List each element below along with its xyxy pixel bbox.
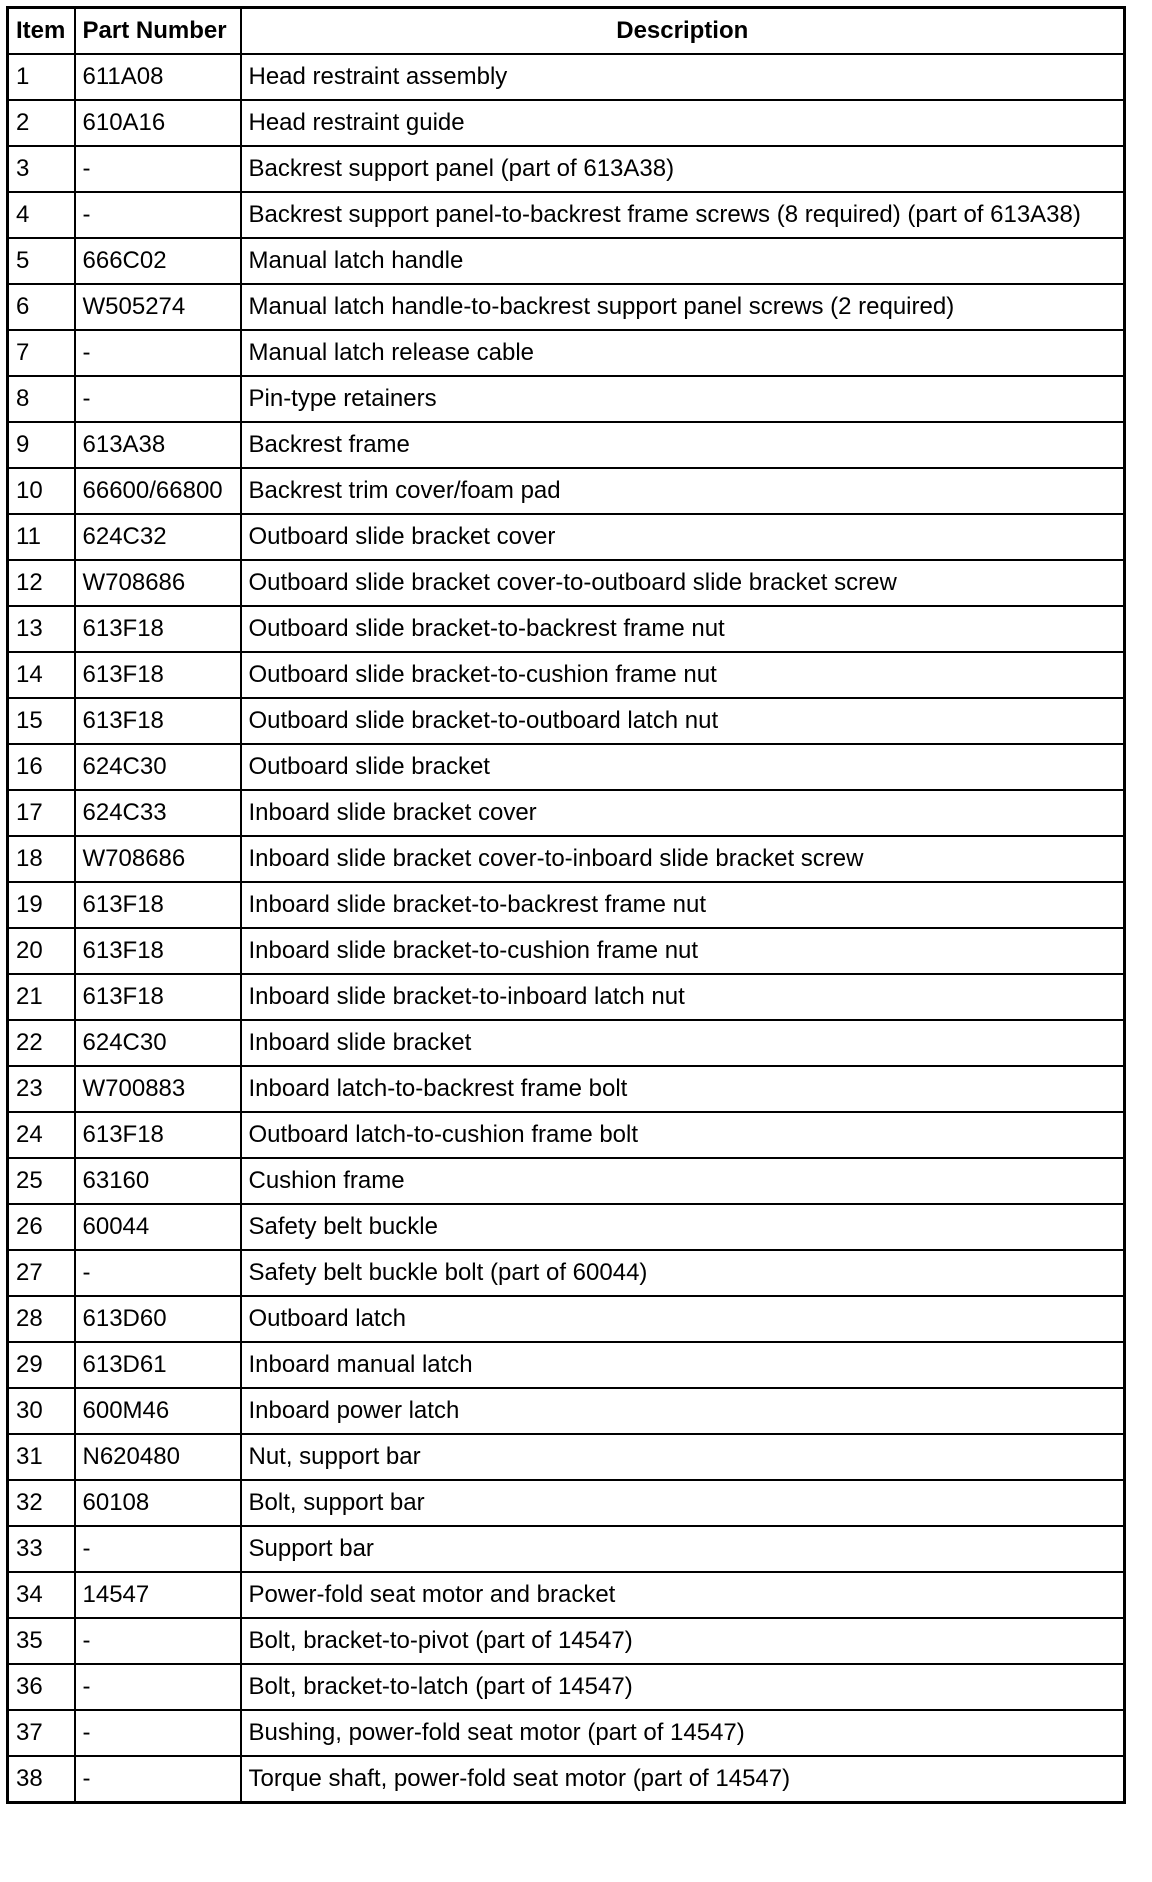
cell-part-number: 613D61 [75,1342,241,1388]
cell-description: Manual latch handle-to-backrest support panel screws (2 required) [241,284,1125,330]
table-row [8,1066,1125,1112]
cell-description: Bolt, bracket-to-pivot (part of 14547) [241,1618,1125,1664]
header-row [8,8,1125,55]
cell-item: 4 [8,192,75,238]
cell-item: 29 [8,1342,75,1388]
cell-description: Outboard slide bracket-to-cushion frame nut [241,652,1125,698]
cell-item: 30 [8,1388,75,1434]
cell-item: 20 [8,928,75,974]
cell-item: 2 [8,100,75,146]
cell-part-number: - [75,1664,241,1710]
cell-description: Inboard slide bracket [241,1020,1125,1066]
cell-part-number: 613F18 [75,698,241,744]
cell-description: Safety belt buckle [241,1204,1125,1250]
cell-description: Outboard slide bracket cover-to-outboard slide bracket screw [241,560,1125,606]
table-row [8,422,1125,468]
header-part-number: Part Number [75,8,241,55]
cell-description: Outboard slide bracket-to-backrest frame nut [241,606,1125,652]
table-row [8,1480,1125,1526]
cell-part-number: 613F18 [75,606,241,652]
cell-item: 11 [8,514,75,560]
cell-description: Outboard slide bracket [241,744,1125,790]
cell-description: Inboard latch-to-backrest frame bolt [241,1066,1125,1112]
cell-part-number: 613D60 [75,1296,241,1342]
cell-description: Support bar [241,1526,1125,1572]
cell-part-number: 613F18 [75,882,241,928]
cell-description: Power-fold seat motor and bracket [241,1572,1125,1618]
table-row [8,1434,1125,1480]
table-row [8,192,1125,238]
cell-item: 26 [8,1204,75,1250]
table-row [8,560,1125,606]
cell-part-number: W505274 [75,284,241,330]
cell-part-number: - [75,146,241,192]
cell-description: Inboard manual latch [241,1342,1125,1388]
cell-description: Inboard slide bracket cover-to-inboard slide bracket screw [241,836,1125,882]
cell-item: 9 [8,422,75,468]
cell-description: Inboard slide bracket-to-inboard latch nut [241,974,1125,1020]
header-description: Description [241,8,1125,55]
cell-part-number: 14547 [75,1572,241,1618]
table-row [8,146,1125,192]
cell-description: Inboard slide bracket-to-cushion frame nut [241,928,1125,974]
cell-part-number: 613F18 [75,652,241,698]
table-row [8,882,1125,928]
cell-description: Outboard slide bracket cover [241,514,1125,560]
cell-description: Pin-type retainers [241,376,1125,422]
cell-description: Cushion frame [241,1158,1125,1204]
cell-part-number: 613A38 [75,422,241,468]
cell-description: Inboard slide bracket cover [241,790,1125,836]
table-row [8,1572,1125,1618]
cell-part-number: W708686 [75,560,241,606]
cell-item: 3 [8,146,75,192]
header-item: Item [8,8,75,55]
cell-description: Bolt, support bar [241,1480,1125,1526]
cell-part-number: 613F18 [75,1112,241,1158]
table-row [8,1020,1125,1066]
table-row [8,974,1125,1020]
cell-part-number: 611A08 [75,54,241,100]
table-row [8,1618,1125,1664]
cell-item: 15 [8,698,75,744]
cell-description: Safety belt buckle bolt (part of 60044) [241,1250,1125,1296]
table-row [8,376,1125,422]
cell-part-number: 60044 [75,1204,241,1250]
cell-item: 10 [8,468,75,514]
cell-part-number: - [75,1756,241,1803]
cell-description: Backrest trim cover/foam pad [241,468,1125,514]
cell-description: Nut, support bar [241,1434,1125,1480]
cell-item: 19 [8,882,75,928]
cell-part-number: N620480 [75,1434,241,1480]
cell-description: Backrest support panel-to-backrest frame screws (8 required) (part of 613A38) [241,192,1125,238]
cell-part-number: 624C32 [75,514,241,560]
cell-part-number: W708686 [75,836,241,882]
cell-part-number: - [75,330,241,376]
cell-item: 24 [8,1112,75,1158]
table-row [8,284,1125,330]
parts-table [6,6,1126,1804]
cell-item: 21 [8,974,75,1020]
table-row [8,238,1125,284]
cell-item: 34 [8,1572,75,1618]
table-row [8,100,1125,146]
table-row [8,836,1125,882]
cell-item: 16 [8,744,75,790]
table-row [8,1296,1125,1342]
table-row [8,652,1125,698]
table-row [8,790,1125,836]
cell-description: Inboard power latch [241,1388,1125,1434]
table-row [8,1342,1125,1388]
table-row [8,1388,1125,1434]
cell-description: Head restraint assembly [241,54,1125,100]
cell-description: Manual latch handle [241,238,1125,284]
cell-part-number: 624C33 [75,790,241,836]
cell-item: 13 [8,606,75,652]
cell-part-number: - [75,192,241,238]
cell-description: Outboard latch-to-cushion frame bolt [241,1112,1125,1158]
cell-item: 1 [8,54,75,100]
cell-item: 25 [8,1158,75,1204]
cell-part-number: 610A16 [75,100,241,146]
table-row [8,606,1125,652]
cell-item: 37 [8,1710,75,1756]
cell-description: Outboard slide bracket-to-outboard latch nut [241,698,1125,744]
cell-part-number: 60108 [75,1480,241,1526]
table-row [8,698,1125,744]
cell-item: 33 [8,1526,75,1572]
table-row [8,54,1125,100]
cell-item: 32 [8,1480,75,1526]
cell-item: 17 [8,790,75,836]
cell-part-number: - [75,1710,241,1756]
cell-part-number: - [75,1250,241,1296]
cell-part-number: 613F18 [75,974,241,1020]
cell-part-number: - [75,376,241,422]
table-body [8,54,1125,1803]
cell-item: 5 [8,238,75,284]
cell-part-number: - [75,1526,241,1572]
cell-description: Head restraint guide [241,100,1125,146]
cell-item: 27 [8,1250,75,1296]
table-row [8,330,1125,376]
cell-item: 12 [8,560,75,606]
cell-description: Inboard slide bracket-to-backrest frame nut [241,882,1125,928]
cell-description: Outboard latch [241,1296,1125,1342]
cell-item: 28 [8,1296,75,1342]
cell-description: Bolt, bracket-to-latch (part of 14547) [241,1664,1125,1710]
cell-item: 7 [8,330,75,376]
cell-item: 14 [8,652,75,698]
cell-part-number: 613F18 [75,928,241,974]
cell-description: Torque shaft, power-fold seat motor (part of 14547) [241,1756,1125,1803]
cell-item: 18 [8,836,75,882]
table-row [8,1112,1125,1158]
cell-item: 23 [8,1066,75,1112]
table-row [8,1158,1125,1204]
cell-item: 35 [8,1618,75,1664]
cell-part-number: 63160 [75,1158,241,1204]
table-row [8,1710,1125,1756]
table-row [8,514,1125,560]
cell-description: Bushing, power-fold seat motor (part of 14547) [241,1710,1125,1756]
cell-item: 38 [8,1756,75,1803]
cell-item: 22 [8,1020,75,1066]
table-row [8,1250,1125,1296]
cell-description: Backrest support panel (part of 613A38) [241,146,1125,192]
table-row [8,1664,1125,1710]
cell-item: 8 [8,376,75,422]
table-row [8,744,1125,790]
cell-item: 6 [8,284,75,330]
cell-part-number: - [75,1618,241,1664]
cell-item: 31 [8,1434,75,1480]
cell-part-number: 600M46 [75,1388,241,1434]
table-row [8,1204,1125,1250]
table-row [8,1756,1125,1803]
cell-part-number: 66600/66800 [75,468,241,514]
table-row [8,928,1125,974]
cell-part-number: 666C02 [75,238,241,284]
cell-description: Backrest frame [241,422,1125,468]
cell-item: 36 [8,1664,75,1710]
cell-part-number: 624C30 [75,744,241,790]
cell-part-number: 624C30 [75,1020,241,1066]
cell-description: Manual latch release cable [241,330,1125,376]
cell-part-number: W700883 [75,1066,241,1112]
table-row [8,468,1125,514]
table-row [8,1526,1125,1572]
